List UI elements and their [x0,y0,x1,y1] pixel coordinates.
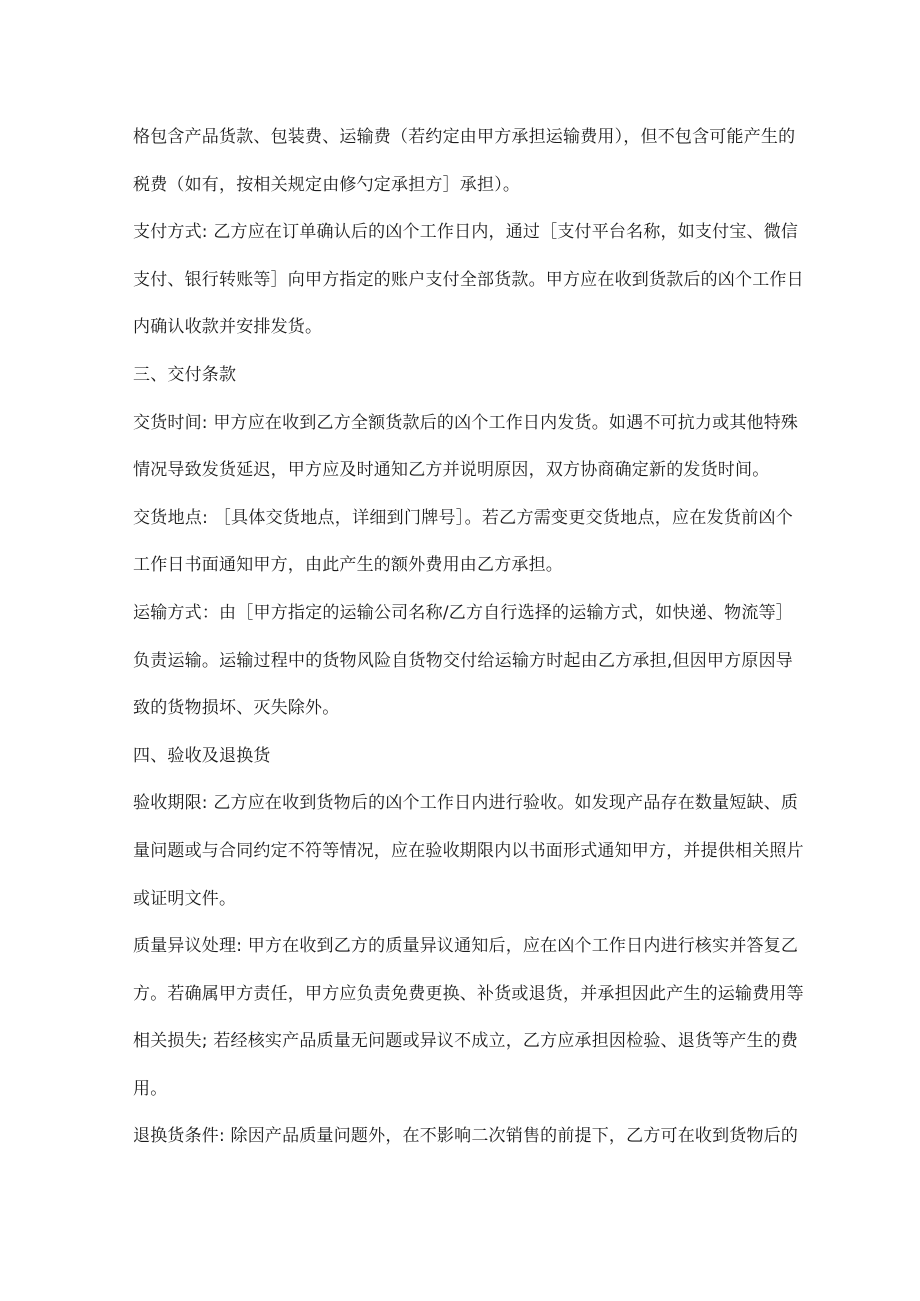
text-line: 情况导致发货延迟，甲方应及时通知乙方并说明原因，双方协商确定新的发货时间。 [133,460,770,481]
section-heading: 三、交付条款 [133,364,237,385]
text-line: 交货时间: 甲方应在收到乙方全额货款后的凶个工作日内发货。如遇不可抗力或其他特殊 [133,412,799,433]
text-line: 交货地点: ［具体交货地点，详细到门牌号］。若乙方需变更交货地点，应在发货前凶个 [133,507,793,528]
text-line: 或证明文件。 [133,888,237,909]
text-line: 工作日书面通知甲方，由此产生的额外费用由乙方承担。 [133,555,563,576]
section-heading: 四、验收及退换货 [133,745,271,766]
text-line: 内确认收款并安排发货。 [133,317,323,338]
text-line: 退换货条件: 除因产品质量问题外，在不影响二次销售的前提下，乙方可在收到货物后的 [133,1126,799,1147]
text-line: 量问题或与合同约定不符等情况，应在验收期限内以书面形式通知甲方，并提供相关照片 [133,840,804,861]
text-line: 致的货物损坏、灭失除外。 [133,698,340,719]
text-line: 用。 [133,1078,168,1099]
text-line: 税费（如有，按相关规定由修勺定承担方］承担）。 [133,174,521,195]
text-line: 方。若确属甲方责任，甲方应负责免费更换、补货或退货，并承担因此产生的运输费用等 [133,983,804,1004]
text-line: 质量异议处理: 甲方在收到乙方的质量异议通知后，应在凶个工作日内进行核实并答复乙 [133,936,799,957]
text-line: 支付方式: 乙方应在订单确认后的凶个工作日内，通过［支付平台名称，如支付宝、微信 [133,222,799,243]
text-line: 格包含产品货款、包装费、运输费（若约定由甲方承担运输费用），但不包含可能产生的 [133,127,796,147]
text-line: 负责运输。运输过程中的货物风险自货物交付给运输方时起由乙方承担,但因甲方原因导 [133,650,793,671]
text-line: 支付、银行转账等］向甲方指定的账户支付全部货款。甲方应在收到货款后的凶个工作日 [133,269,804,290]
text-line: 验收期限: 乙方应在收到货物后的凶个工作日内进行验收。如发现产品存在数量短缺、质 [133,793,799,814]
text-line: 相关损失; 若经核实产品质量无问题或异议不成立，乙方应承担因检验、退货等产生的费 [133,1031,799,1052]
document-body [133,114,804,1161]
text-line: 运输方式：由［甲方指定的运输公司名称/乙方自行选择的运输方式，如快递、物流等］ [133,602,793,623]
